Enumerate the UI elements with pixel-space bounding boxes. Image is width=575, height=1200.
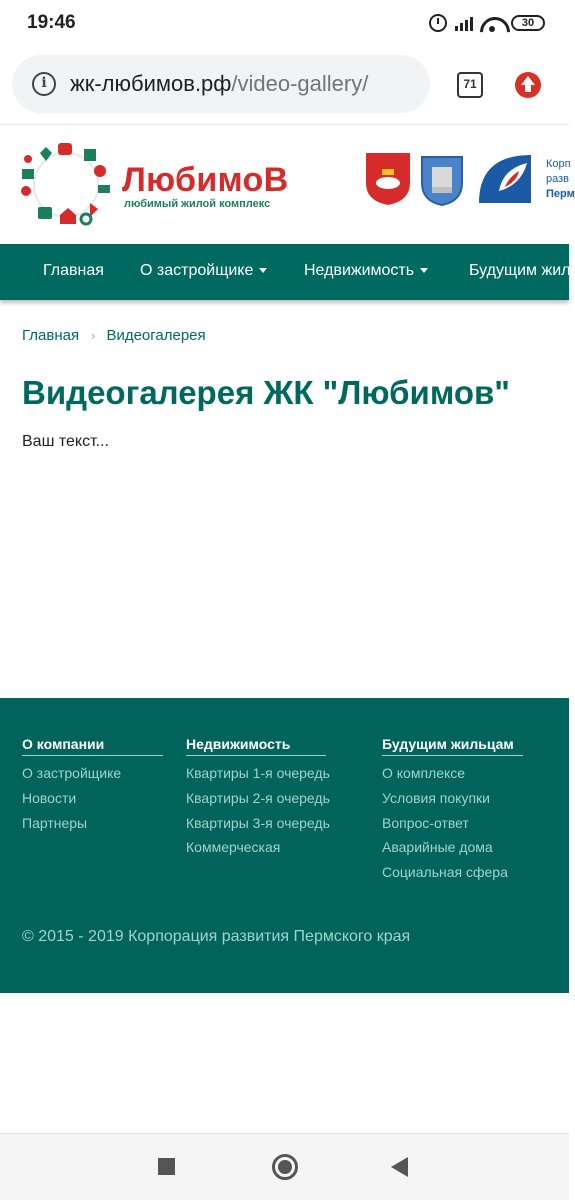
url-text[interactable] (70, 71, 368, 97)
address-bar[interactable] (12, 55, 430, 113)
status-icons (429, 12, 545, 34)
footer-column-company (22, 736, 163, 830)
logo-wreath-icon[interactable] (20, 141, 112, 229)
wifi-icon (481, 15, 503, 31)
breadcrumb-home-link[interactable]: Главная (22, 327, 80, 344)
site-footer (0, 698, 569, 993)
partner-line: Перм (546, 188, 575, 200)
tabs-icon[interactable]: 71 (457, 72, 483, 98)
logo-text[interactable]: ЛюбимоВ (122, 161, 289, 199)
footer-link[interactable]: Условия покупки (382, 789, 490, 806)
page-text: Ваш текст... (22, 433, 109, 450)
battery-icon: 30 (511, 15, 545, 31)
footer-link[interactable]: Новости (22, 789, 77, 806)
logo-subtitle: любимый жилой комплекс (124, 198, 271, 210)
perm-region-crest-icon (364, 151, 412, 207)
home-icon[interactable] (272, 1154, 298, 1180)
nav-item-developer[interactable] (140, 262, 267, 280)
info-icon[interactable]: i (32, 72, 56, 96)
partner-line: Корп (546, 158, 571, 170)
url-domain: жк-любимов.рф (70, 71, 232, 96)
page-title: Видеогалерея ЖК "Любимов" (22, 374, 510, 411)
nav-item-label: Главная (43, 262, 104, 279)
corporation-logo-icon (475, 151, 535, 207)
nav-item-residents[interactable] (469, 262, 570, 280)
nav-item-label: Будущим жил (469, 262, 571, 279)
recents-icon[interactable] (158, 1158, 175, 1175)
footer-column-title: Будущим жильцам (382, 736, 523, 756)
alarm-icon (429, 14, 447, 32)
breadcrumb (22, 327, 206, 344)
update-icon[interactable] (515, 72, 541, 98)
browser-toolbar (0, 46, 569, 124)
url-path: /video-gallery/ (231, 71, 369, 96)
footer-link[interactable]: Аварийные дома (382, 839, 493, 856)
caret-down-icon (259, 268, 267, 273)
status-bar (0, 0, 569, 46)
partner-line: разв (546, 173, 569, 185)
partner-text (546, 157, 575, 202)
nav-item-label: Недвижимость (304, 262, 415, 279)
footer-link[interactable]: Квартиры 2-я очередь (186, 789, 330, 806)
city-crest-icon (418, 151, 466, 207)
site-header (0, 124, 575, 244)
status-time: 19:46 (27, 12, 76, 33)
footer-link[interactable]: Квартиры 3-я очередь (186, 814, 330, 831)
nav-item-home[interactable] (43, 262, 104, 280)
footer-column-realty (186, 736, 330, 856)
system-nav-bar (0, 1133, 569, 1200)
signal-icon (455, 15, 473, 31)
footer-link[interactable]: О застройщике (22, 765, 122, 781)
footer-link[interactable]: Партнеры (22, 814, 88, 831)
footer-link[interactable]: Квартиры 1-я очередь (186, 765, 330, 781)
footer-column-residents (382, 736, 523, 880)
footer-link[interactable]: О комплексе (382, 765, 466, 781)
footer-link[interactable]: Коммерческая (186, 839, 281, 856)
main-nav (0, 244, 569, 300)
nav-item-realty[interactable] (304, 262, 428, 280)
nav-item-label: О застройщике (140, 262, 254, 279)
footer-column-title: Недвижимость (186, 736, 326, 756)
footer-link[interactable]: Социальная сфера (382, 864, 508, 881)
breadcrumb-current[interactable]: Видеогалерея (106, 327, 206, 344)
copyright-text: © 2015 - 2019 Корпорация развития Пермского края (22, 928, 411, 945)
caret-down-icon (420, 268, 428, 273)
footer-column-title: О компании (22, 736, 163, 756)
chevron-right-icon: › (91, 328, 96, 343)
back-icon[interactable] (391, 1157, 408, 1177)
footer-link[interactable]: Вопрос-ответ (382, 814, 469, 831)
